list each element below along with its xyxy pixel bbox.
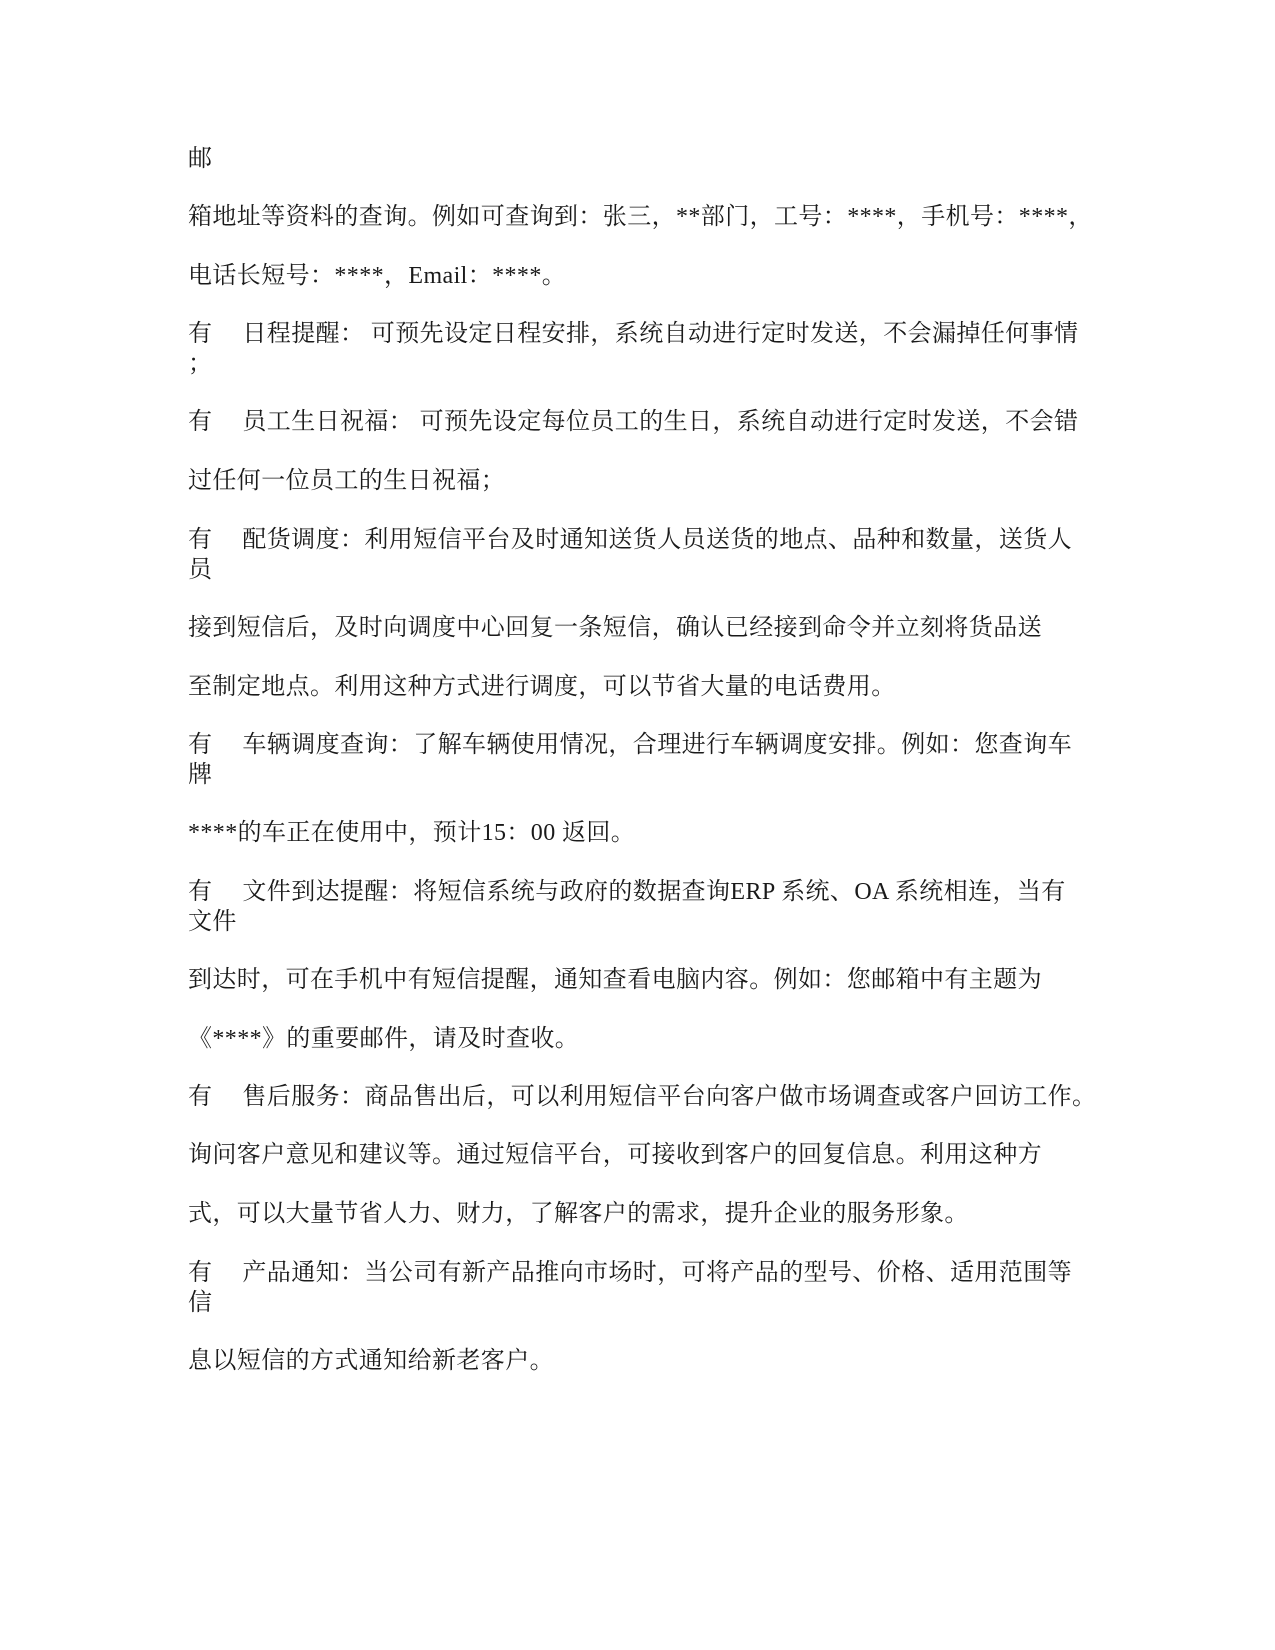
bullet-marker: 有 — [188, 321, 213, 347]
text-line: 箱地址等资料的查询。例如可查询到：张三，**部门，工号：****，手机号：****， — [188, 204, 1093, 230]
text-line: 式，可以大量节省人力、财力，了解客户的需求，提升企业的服务形象。 — [188, 1201, 969, 1227]
bullet-line — [188, 525, 1072, 555]
text-line: 牌 — [188, 762, 213, 788]
bullet-line — [188, 1082, 1096, 1112]
text-line: ****的车正在使用中，预计15：00 返回。 — [188, 820, 636, 846]
bullet-marker: 有 — [188, 1260, 213, 1286]
text-line: 过任何一位员工的生日祝福； — [188, 468, 506, 494]
text-line: 到达时，可在手机中有短信提醒，通知查看电脑内容。例如：您邮箱中有主题为 — [188, 967, 1042, 993]
bullet-text: 车辆调度查询：了解车辆使用情况，合理进行车辆调度安排。例如：您查询车 — [242, 732, 1073, 758]
bullet-line — [188, 319, 1078, 349]
bullet-text: 配货调度：利用短信平台及时通知送货人员送货的地点、品种和数量，送货人 — [242, 527, 1073, 553]
text-line: 至制定地点。利用这种方式进行调度，可以节省大量的电话费用。 — [188, 674, 896, 700]
bullet-text: 员工生日祝福： 可预先设定每位员工的生日，系统自动进行定时发送，不会错 — [242, 409, 1079, 435]
text-line: 信 — [188, 1290, 213, 1316]
text-line: 邮 — [188, 146, 213, 172]
text-line: 员 — [188, 557, 213, 583]
text-line: 电话长短号：****，Email：****。 — [188, 263, 567, 289]
bullet-line — [188, 877, 1066, 907]
bullet-marker: 有 — [188, 732, 213, 758]
text-line: 息以短信的方式通知给新老客户。 — [188, 1348, 554, 1374]
bullet-marker: 有 — [188, 879, 213, 905]
bullet-line — [188, 407, 1078, 437]
bullet-text: 产品通知：当公司有新产品推向市场时，可将产品的型号、价格、适用范围等 — [242, 1260, 1073, 1286]
bullet-marker: 有 — [188, 409, 213, 435]
bullet-line — [188, 730, 1072, 760]
text-line: 《****》的重要邮件，请及时查收。 — [188, 1026, 580, 1052]
bullet-text: 文件到达提醒：将短信系统与政府的数据查询ERP 系统、OA 系统相连，当有 — [242, 879, 1066, 905]
bullet-marker: 有 — [188, 1084, 213, 1110]
bullet-marker: 有 — [188, 527, 213, 553]
text-line: 接到短信后，及时向调度中心回复一条短信，确认已经接到命令并立刻将货品送 — [188, 615, 1042, 641]
text-line: 文件 — [188, 909, 237, 935]
bullet-text: 售后服务：商品售出后，可以利用短信平台向客户做市场调查或客户回访工作。 — [242, 1084, 1097, 1110]
text-line: 询问客户意见和建议等。通过短信平台，可接收到客户的回复信息。利用这种方 — [188, 1142, 1042, 1168]
bullet-line — [188, 1258, 1072, 1288]
bullet-text: 日程提醒： 可预先设定日程安排，系统自动进行定时发送，不会漏掉任何事情 — [242, 321, 1079, 347]
text-line: ； — [188, 351, 213, 377]
